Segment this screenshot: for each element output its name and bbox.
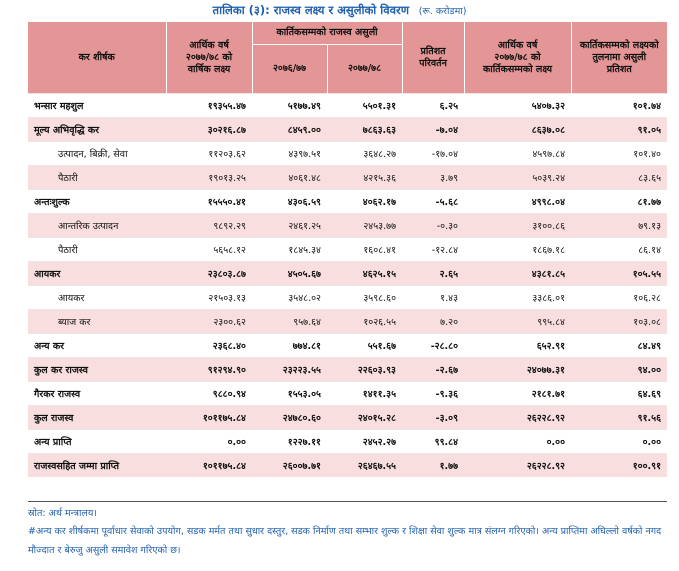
curr-year-cell: ४६२५.१५ [327, 262, 402, 286]
header-pct-change [402, 22, 464, 94]
annual-target-cell: १९३५५.४७ [166, 94, 252, 118]
annual-target-cell: १०११७५.८४ [166, 406, 252, 430]
table-row [28, 358, 667, 382]
prev-year-cell: ४३०६.५९ [252, 190, 327, 214]
curr-year-cell: ३५९८.६० [327, 286, 402, 310]
pct-change-cell: -२८.८० [402, 334, 464, 358]
row-label: अन्तःशुल्क [28, 190, 166, 214]
prev-year-cell: ३५४८.०२ [252, 286, 327, 310]
row-label: आयकर [28, 262, 166, 286]
achievement-cell: १०६.२८ [571, 286, 667, 310]
table-row [28, 190, 667, 214]
pct-change-cell: -३.०९ [402, 406, 464, 430]
prev-year-cell: २४७८०.६० [252, 406, 327, 430]
prev-year-cell: ५१७७.४९ [252, 94, 327, 118]
annual-target-cell: ३०२१६.८७ [166, 118, 252, 142]
kartik-target-cell: ८६३७.०८ [464, 118, 571, 142]
pct-change-cell: ६.२५ [402, 94, 464, 118]
pct-change-cell: २.६५ [402, 262, 464, 286]
annual-target-cell: १०११७५.८४ [166, 454, 252, 478]
row-label: आन्तरिक उत्पादन [28, 214, 166, 238]
curr-year-cell: ३६४८.२७ [327, 142, 402, 166]
header-achievement-line1: कार्तिकसम्मको लक्ष्यको [579, 39, 659, 51]
header-annual-target-line1: आर्थिक वर्ष [189, 39, 229, 51]
table-row [28, 430, 667, 454]
annual-target-cell: २३००.६२ [166, 310, 252, 334]
footnote: #अन्य कर शीर्षकमा पूर्वाधार सेवाको उपयोग, सडक मर्मत तथा सुधार दस्तुर, सडक निर्माण तथा सम्भार शुल्क र शिक्षा सेवा शुल्क मात्र संलग्न गरिएको। अन्य प्राप्तिमा अघिल्लो वर्षको नगद मौज्दात र बेरुजु असुली समावेश गरिएको छ। [28, 526, 662, 556]
header-year-curr: २०७७/७८ [327, 45, 402, 94]
revenue-table [28, 22, 667, 477]
kartik-target-cell: ५४०७.३२ [464, 94, 571, 118]
table-row [28, 94, 667, 118]
header-kartik-target [464, 22, 571, 94]
curr-year-cell: १४११.३५ [327, 382, 402, 406]
kartik-target-cell: ५०३९.२४ [464, 166, 571, 190]
curr-year-cell: २४५२.२७ [327, 430, 402, 454]
row-label: पैठारी [28, 166, 166, 190]
prev-year-cell: ४३९७.५१ [252, 142, 327, 166]
kartik-target-cell: २६२२८.९२ [464, 406, 571, 430]
table-row [28, 166, 667, 190]
kartik-target-cell: ६५२.९१ [464, 334, 571, 358]
curr-year-cell: १०२६.५५ [327, 310, 402, 334]
curr-year-cell: ५५०१.३१ [327, 94, 402, 118]
prev-year-cell: १५५३.०५ [252, 382, 327, 406]
pct-change-cell: -५.६८ [402, 190, 464, 214]
annual-target-cell: २३८०३.८७ [166, 262, 252, 286]
table-row [28, 142, 667, 166]
prev-year-cell: ४०६१.४८ [252, 166, 327, 190]
table-title: तालिका (३): राजस्व लक्ष्य र असुलीको विवरण [212, 3, 410, 17]
header-achievement [571, 22, 667, 94]
source-line: स्रोत: अर्थ मन्त्रालय। [28, 508, 97, 519]
curr-year-cell: २६४६७.५५ [327, 454, 402, 478]
pct-change-cell: -२.६७ [402, 358, 464, 382]
row-label: भन्सार महशुल [28, 94, 166, 118]
pct-change-cell: -१७.०४ [402, 142, 464, 166]
achievement-cell: ८१.७७ [571, 190, 667, 214]
header-kartik-target-line2: २०७७/७८ को [494, 51, 541, 63]
achievement-cell: ७९.१३ [571, 214, 667, 238]
table-row [28, 334, 667, 358]
table-row [28, 406, 667, 430]
kartik-target-cell: ३१००.८६ [464, 214, 571, 238]
annual-target-cell: ९१२९४.९० [166, 358, 252, 382]
kartik-target-cell: ०.०० [464, 430, 571, 454]
prev-year-cell: ७७४.८१ [252, 334, 327, 358]
row-label: राजस्वसहित जम्मा प्राप्ति [28, 454, 166, 478]
kartik-target-cell: ४५९७.८४ [464, 142, 571, 166]
achievement-cell: १०१.४० [571, 142, 667, 166]
annual-target-cell: ११२०३.६२ [166, 142, 252, 166]
achievement-cell: १०१.७४ [571, 94, 667, 118]
curr-year-cell: ५५१.६७ [327, 334, 402, 358]
pct-change-cell: -०.३० [402, 214, 464, 238]
prev-year-cell: २६००७.७१ [252, 454, 327, 478]
pct-change-cell: -७.०४ [402, 118, 464, 142]
pct-change-cell: १.७७ [402, 454, 464, 478]
row-label: कुल राजस्व [28, 406, 166, 430]
table-title-row [0, 2, 679, 20]
achievement-cell: ९४.०० [571, 358, 667, 382]
table-row [28, 262, 667, 286]
curr-year-cell: ७८६३.६३ [327, 118, 402, 142]
achievement-cell: ६४.६९ [571, 382, 667, 406]
curr-year-cell: २४५३.७७ [327, 214, 402, 238]
achievement-cell: ०.०० [571, 430, 667, 454]
prev-year-cell: ४५०५.६७ [252, 262, 327, 286]
header-annual-target [166, 22, 252, 94]
kartik-target-cell: ४९९८.०४ [464, 190, 571, 214]
row-label: आयकर [28, 286, 166, 310]
header-row-1 [28, 22, 667, 45]
achievement-cell: ९१.५६ [571, 406, 667, 430]
header-tax-head: कर शीर्षक [28, 22, 166, 94]
pct-change-cell: ९९.८४ [402, 430, 464, 454]
prev-year-cell: १२२७.११ [252, 430, 327, 454]
header-kartik-target-line3: कार्तिकसम्मको लक्ष्य [482, 63, 553, 75]
prev-year-cell: २४६१.२५ [252, 214, 327, 238]
kartik-target-cell: ४३८१.८५ [464, 262, 571, 286]
annual-target-cell: ९८९२.२९ [166, 214, 252, 238]
row-label: मूल्य अभिवृद्धि कर [28, 118, 166, 142]
kartik-target-cell: ३३८६.०१ [464, 286, 571, 310]
achievement-cell: १०३.०८ [571, 310, 667, 334]
table-row [28, 118, 667, 142]
header-annual-target-line3: वार्षिक लक्ष्य [187, 63, 231, 75]
table-row [28, 238, 667, 262]
table-row [28, 214, 667, 238]
header-achievement-line2: तुलनामा असुली [592, 51, 647, 63]
achievement-cell: ८६.१४ [571, 238, 667, 262]
achievement-cell: १०५.५५ [571, 262, 667, 286]
kartik-target-cell: २६२२८.९२ [464, 454, 571, 478]
row-label: अन्य कर [28, 334, 166, 358]
achievement-cell: ९१.०५ [571, 118, 667, 142]
table-row [28, 286, 667, 310]
pct-change-cell: ७.२० [402, 310, 464, 334]
prev-year-cell: ८४५९.०० [252, 118, 327, 142]
kartik-target-cell: २४०७७.३१ [464, 358, 571, 382]
table-unit: (रू. करोडमा) [418, 6, 467, 17]
achievement-cell: १००.९१ [571, 454, 667, 478]
pct-change-cell: १.४३ [402, 286, 464, 310]
prev-year-cell: १८४५.३४ [252, 238, 327, 262]
prev-year-cell: ९५७.६४ [252, 310, 327, 334]
annual-target-cell: ०.०० [166, 430, 252, 454]
header-pct-change-line1: प्रतिशत [420, 45, 446, 57]
header-pct-change-line2: परिवर्तन [419, 57, 447, 69]
row-label: पैठारी [28, 238, 166, 262]
table-row [28, 310, 667, 334]
table-row [28, 454, 667, 478]
pct-change-cell: ३.७९ [402, 166, 464, 190]
row-label: उत्पादन, बिक्री, सेवा [28, 142, 166, 166]
annual-target-cell: १५५५०.४१ [166, 190, 252, 214]
header-collection-group: कार्तिकसम्मको राजस्व असुली [252, 22, 402, 45]
header-year-prev: २०७६/७७ [252, 45, 327, 94]
curr-year-cell: २४०१५.२८ [327, 406, 402, 430]
row-label: अन्य प्राप्ति [28, 430, 166, 454]
table-bottom-rule [28, 501, 667, 502]
achievement-cell: ८३.६५ [571, 166, 667, 190]
row-label: गैरकर राजस्व [28, 382, 166, 406]
header-kartik-target-line1: आर्थिक वर्ष [497, 39, 538, 51]
curr-year-cell: ४०६२.१७ [327, 190, 402, 214]
kartik-target-cell: २१८१.७१ [464, 382, 571, 406]
row-label: कुल कर राजस्व [28, 358, 166, 382]
curr-year-cell: ४२१५.३६ [327, 166, 402, 190]
pct-change-cell: -९.३६ [402, 382, 464, 406]
curr-year-cell: १६०८.४१ [327, 238, 402, 262]
curr-year-cell: २२६०३.९३ [327, 358, 402, 382]
row-label: ब्याज कर [28, 310, 166, 334]
annual-target-cell: ९८८०.९४ [166, 382, 252, 406]
achievement-cell: ८४.४९ [571, 334, 667, 358]
table-row [28, 382, 667, 406]
header-annual-target-line2: २०७७/७८ को [185, 51, 233, 63]
pct-change-cell: -१२.८४ [402, 238, 464, 262]
header-achievement-line3: प्रतिशत [606, 63, 632, 75]
annual-target-cell: २३६८.४० [166, 334, 252, 358]
annual-target-cell: १९०१३.२५ [166, 166, 252, 190]
prev-year-cell: २३२२३.५५ [252, 358, 327, 382]
annual-target-cell: ५६५८.१२ [166, 238, 252, 262]
kartik-target-cell: ९९५.८४ [464, 310, 571, 334]
annual-target-cell: २१५०३.१३ [166, 286, 252, 310]
kartik-target-cell: १८६७.१८ [464, 238, 571, 262]
